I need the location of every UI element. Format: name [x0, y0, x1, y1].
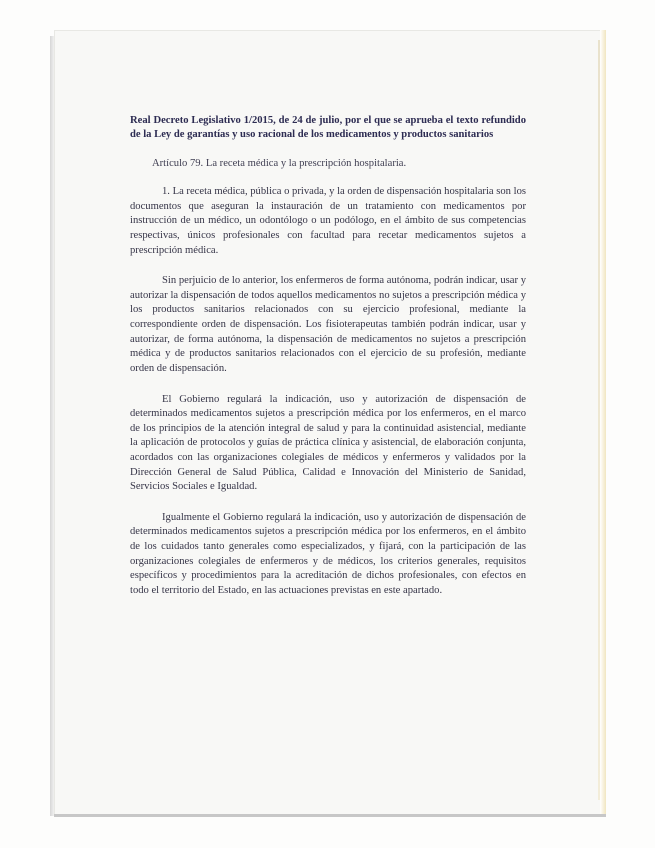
paragraph-2: Sin perjuicio de lo anterior, los enfermeros de forma autónoma, podrán indicar, usar y autorizar la dispensación de todos aquellos medicamentos no sujetos a prescripción médica y los productos sanitarios relacionados con su ejercicio profesional, mediante la correspondiente orden de dispensación. Los fisioterapeutas también podrán indicar, usar y autorizar, de forma autónoma, la dispensación de medicamentos no sujetos a prescripción médica y de productos sanitarios relacionados con el ejercicio de su profesión, mediante orden de dispensación.	[130, 275, 526, 374]
paragraph-4: Igualmente el Gobierno regulará la indicación, uso y autorización de dispensación de determinados medicamentos sujetos a prescripción médica por los enfermeros, en el ámbito de los cuidados tanto generales como especializados, y fijará, con la participación de las organizaciones colegiales de enfermeros y de médicos, los criterios generales, requisitos específicos y procedimientos para la acreditación de dichos profesionales, con efectos en todo el territorio del Estado, en las actuaciones previstas en este apartado.	[130, 511, 526, 596]
page-bottom-edge	[54, 814, 606, 817]
article-heading: Artículo 79. La receta médica y la prescripción hospitalaria.	[152, 157, 407, 169]
document-title: Real Decreto Legislativo 1/2015, de 24 de julio, por el que se aprueba el texto refundido de la Ley de garantías y uso racional de los medicamentos y productos sanitarios	[130, 115, 526, 141]
paragraph-1: 1. La receta médica, pública o privada, y la orden de dispensación hospitalaria son los documentos que aseguran la instauración de un tratamiento con medicamentos por instrucción de un médico, un odontólogo o un podólogo, en el ámbito de sus competencias respectivas, únicos profesionales con facultad para recetar medicamentos sujetos a prescripción médica.	[130, 186, 526, 256]
page-right-edge	[600, 30, 606, 816]
document-body	[130, 114, 526, 614]
paragraph-3: El Gobierno regulará la indicación, uso y autorización de dispensación de determinados medicamentos sujetos a prescripción médica por los enfermeros, en el marco de los principios de la atención integral de salud y para la continuidad asistencial, mediante la aplicación de protocolos y guías de práctica clínica y asistencial, de elaboración conjunta, acordados con las organizaciones colegiales de médicos y enfermeros y validados por la Dirección General de Salud Pública, Calidad e Innovación del Ministerio de Sanidad, Servicios Sociales e Igualdad.	[130, 393, 526, 493]
